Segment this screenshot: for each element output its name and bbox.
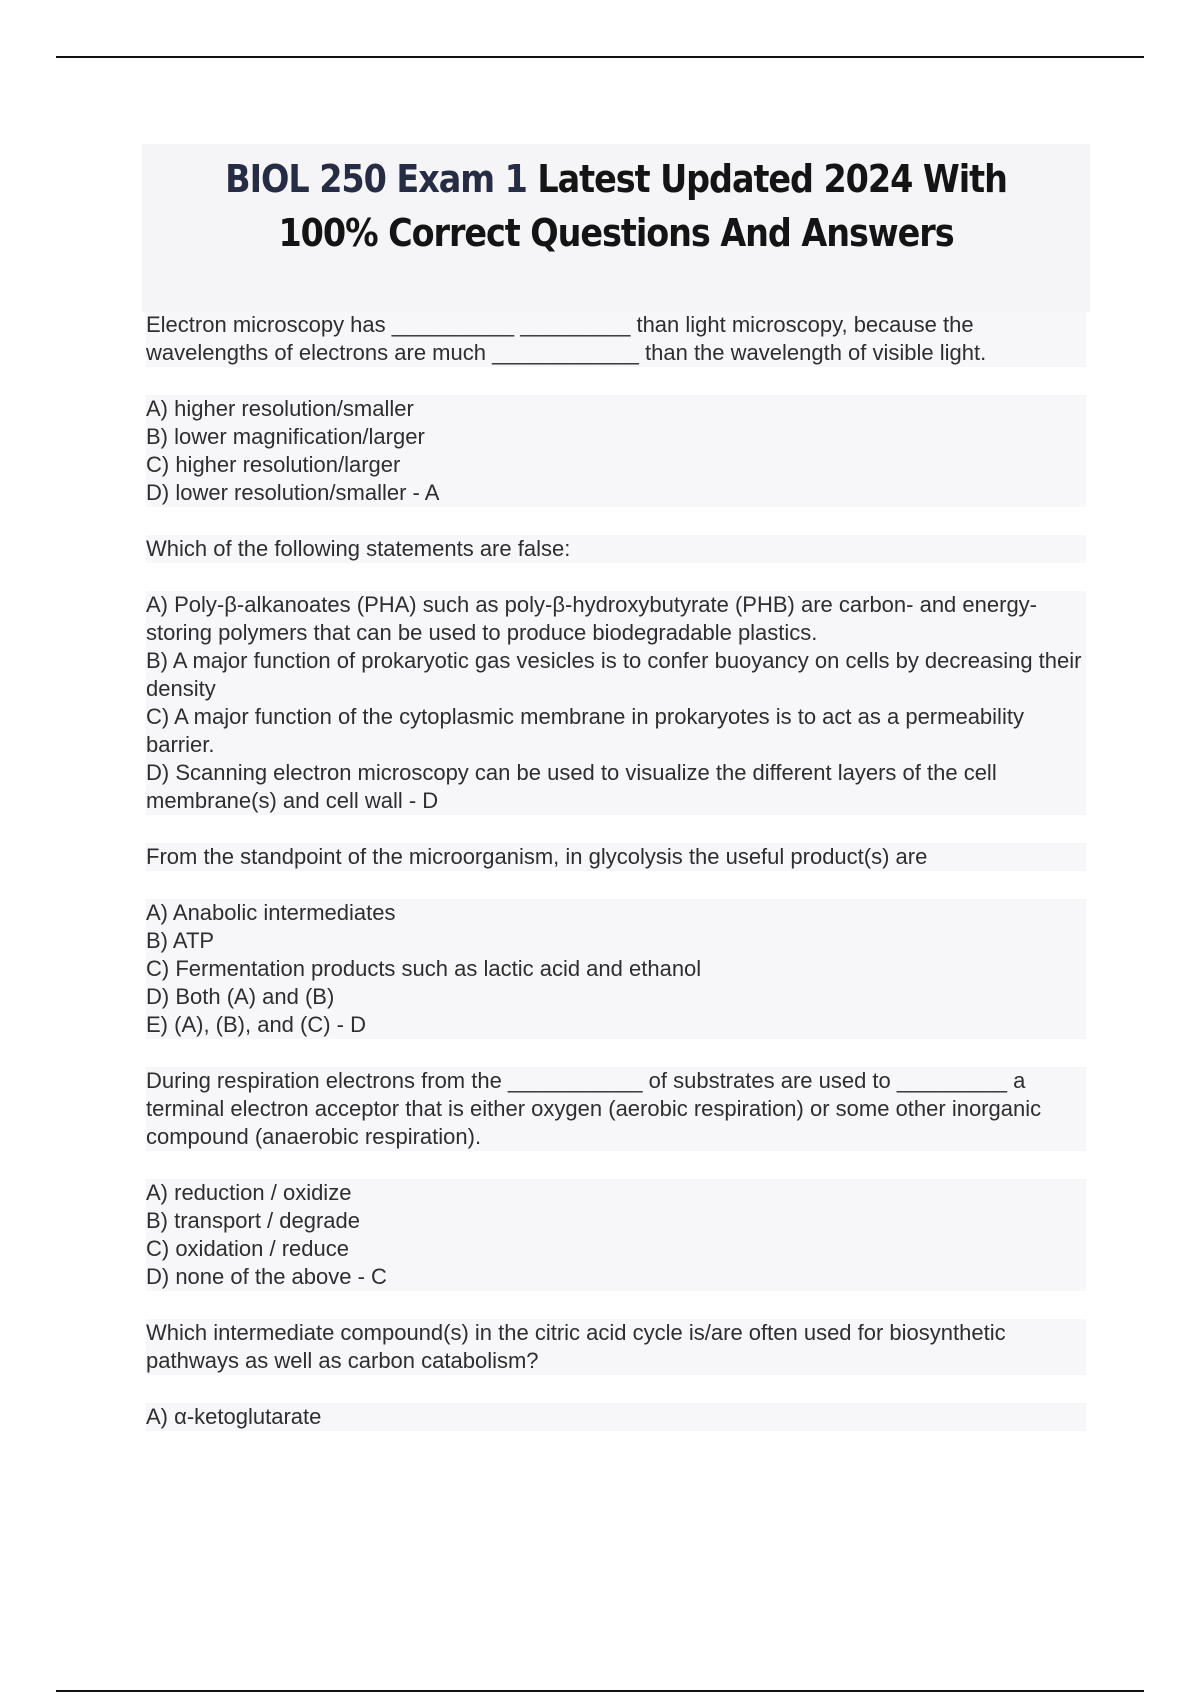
bottom-rule: [56, 1690, 1144, 1692]
option: B) lower magnification/larger: [146, 424, 425, 449]
option: D) lower resolution/smaller - A: [146, 480, 440, 505]
option: C) oxidation / reduce: [146, 1236, 349, 1261]
question-text: From the standpoint of the microorganism, in glycolysis the useful product(s) are: [146, 844, 928, 869]
question-5: [146, 1319, 1086, 1375]
title-course: BIOL 250 Exam 1: [225, 157, 527, 201]
options-2: [146, 591, 1086, 815]
question-2: [146, 535, 1086, 563]
options-1: [146, 395, 1086, 507]
option: C) higher resolution/larger: [146, 452, 401, 477]
option: C) A major function of the cytoplasmic membrane in prokaryotes is to act as a permeability barrier.: [146, 704, 1024, 757]
question-text: Electron microscopy has __________ _________ than light microscopy, because the wavelengths of electrons are much ____________ than the wavelength of visible light.: [146, 312, 987, 365]
question-text: During respiration electrons from the ___________ of substrates are used to _________ a terminal electron acceptor that is either oxygen (aerobic respiration) or some other inorganic compound (anaerobic respiration).: [146, 1068, 1048, 1149]
option: A) Poly-β-alkanoates (PHA) such as poly-β-hydroxybutyrate (PHB) are carbon- and energy-storing polymers that can be used to produce biodegradable plastics.: [146, 592, 1037, 645]
question-text: Which intermediate compound(s) in the citric acid cycle is/are often used for biosynthetic pathways as well as carbon catabolism?: [146, 1320, 1012, 1373]
option: D) none of the above - C: [146, 1264, 387, 1289]
question-text: Which of the following statements are false:: [146, 536, 571, 561]
question-4: [146, 1067, 1086, 1151]
question-3: [146, 843, 1086, 871]
option: A) α-ketoglutarate: [146, 1404, 322, 1429]
option: E) (A), (B), and (C) - D: [146, 1012, 367, 1037]
options-5: [146, 1403, 1086, 1431]
options-4: [146, 1179, 1086, 1291]
title-rest: Latest Updated 2024 With 100% Correct Questions And Answers: [278, 157, 1007, 255]
option: B) A major function of prokaryotic gas vesicles is to confer buoyancy on cells by decreasing their density: [146, 648, 1082, 701]
option: B) ATP: [146, 928, 215, 953]
question-list: [146, 311, 1086, 1431]
option: A) Anabolic intermediates: [146, 900, 396, 925]
options-3: [146, 899, 1086, 1039]
option: B) transport / degrade: [146, 1208, 361, 1233]
option: C) Fermentation products such as lactic acid and ethanol: [146, 956, 702, 981]
option: A) reduction / oxidize: [146, 1180, 352, 1205]
top-rule: [56, 56, 1144, 58]
option: D) Both (A) and (B): [146, 984, 335, 1009]
document-title: [199, 152, 1033, 260]
question-1: [146, 311, 1086, 367]
option: D) Scanning electron microscopy can be used to visualize the different layers of the cell membrane(s) and cell wall - D: [146, 760, 997, 813]
option: A) higher resolution/smaller: [146, 396, 414, 421]
